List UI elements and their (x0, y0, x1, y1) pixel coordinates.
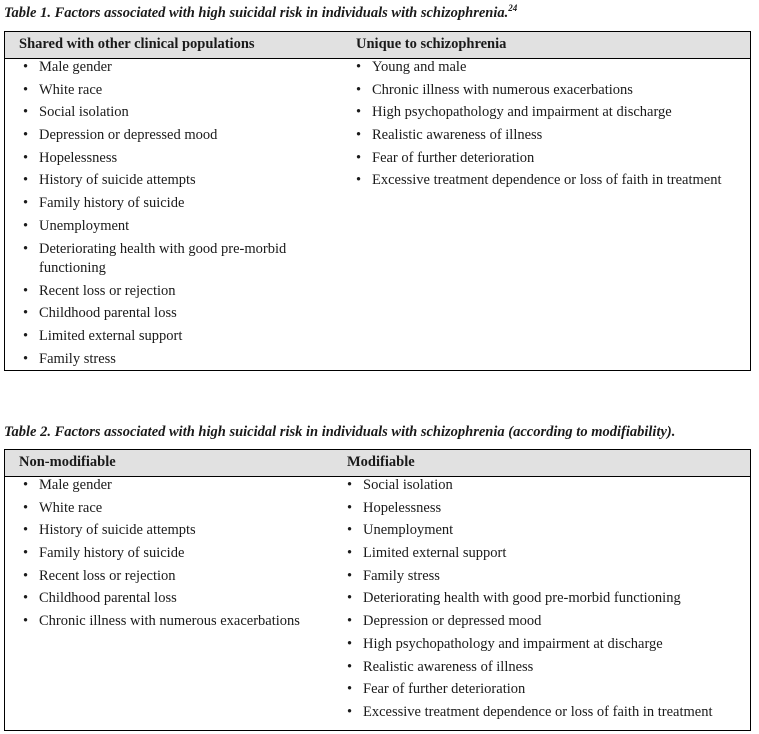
list-item (347, 567, 747, 587)
bullet-icon: • (23, 328, 29, 345)
list-item (23, 612, 341, 632)
bullet-icon: • (347, 703, 353, 720)
table2-caption-text: Table 2. Factors associated with high suicidal risk in individuals with schizophrenia (according to modifiability). (4, 424, 676, 440)
list-item-text: Family stress (363, 567, 440, 584)
table1-col1-header: Shared with other clinical populations (19, 36, 255, 52)
list-item-text: Social isolation (363, 477, 453, 493)
bullet-icon: • (23, 499, 29, 516)
table2-col1-list (23, 476, 341, 632)
list-item (347, 635, 747, 655)
bullet-icon: • (347, 613, 353, 630)
list-item (23, 81, 341, 101)
list-item-text: Hopelessness (363, 499, 442, 516)
list-item-text: Unemployment (363, 522, 454, 539)
table2 (4, 449, 751, 731)
table1-caption-text: Table 1. Factors associated with high suicidal risk in individuals with schizophrenia. (4, 5, 509, 21)
list-item-text: High psychopathology and impairment at discharge (372, 104, 672, 121)
table2-col2-header: Modifiable (347, 454, 415, 470)
list-item-text: Unemployment (39, 217, 130, 234)
bullet-icon: • (23, 282, 29, 299)
list-item-text: Realistic awareness of illness (363, 658, 534, 675)
list-item (347, 703, 747, 723)
list-item (347, 476, 747, 496)
list-item-text: Young and male (372, 59, 467, 75)
bullet-icon: • (23, 240, 29, 257)
list-item-text: Male gender (39, 59, 112, 75)
list-item-text: White race (39, 499, 103, 516)
bullet-icon: • (23, 81, 29, 98)
table1-caption (4, 5, 517, 22)
list-item-text: White race (39, 81, 103, 98)
bullet-icon: • (356, 81, 362, 98)
bullet-icon: • (23, 305, 29, 322)
list-item (23, 58, 341, 78)
list-item (347, 499, 747, 519)
bullet-icon: • (23, 195, 29, 212)
list-item (347, 612, 747, 632)
table1-col2 (356, 58, 748, 194)
bullet-icon: • (23, 522, 29, 539)
list-item (23, 521, 341, 541)
bullet-icon: • (347, 635, 353, 652)
bullet-icon: • (23, 590, 29, 607)
table1 (4, 31, 751, 371)
table2-col2 (347, 476, 747, 726)
list-item (23, 149, 341, 169)
list-item (23, 194, 341, 214)
list-item (23, 544, 341, 564)
bullet-icon: • (23, 350, 29, 367)
list-item (23, 327, 341, 347)
list-item (347, 544, 747, 564)
list-item-text: Depression or depressed mood (363, 613, 542, 630)
list-item (23, 499, 341, 519)
bullet-icon: • (23, 149, 29, 166)
bullet-icon: • (347, 545, 353, 562)
list-item-text: Social isolation (39, 104, 129, 121)
bullet-icon: • (23, 613, 29, 630)
bullet-icon: • (23, 567, 29, 584)
list-item-text: Male gender (39, 477, 112, 493)
list-item-text: Limited external support (363, 545, 507, 562)
bullet-icon: • (23, 104, 29, 121)
bullet-icon: • (356, 127, 362, 144)
list-item-text: Chronic illness with numerous exacerbations (39, 613, 300, 630)
list-item (23, 350, 341, 370)
list-item-text: Excessive treatment dependence or loss of faith in treatment (372, 172, 722, 189)
bullet-icon: • (356, 149, 362, 166)
list-item (356, 171, 748, 191)
list-item-text: Family history of suicide (39, 195, 185, 212)
list-item-text: Recent loss or rejection (39, 282, 176, 299)
bullet-icon: • (347, 590, 353, 607)
list-item-text: Recent loss or rejection (39, 567, 176, 584)
bullet-icon: • (347, 522, 353, 539)
table1-col2-list (356, 58, 748, 191)
bullet-icon: • (23, 59, 29, 75)
list-item (23, 567, 341, 587)
list-item-text: Limited external support (39, 328, 183, 345)
list-item (356, 126, 748, 146)
list-item (23, 589, 341, 609)
list-item (23, 171, 341, 191)
list-item-text: Deteriorating health with good pre-morbid functioning (363, 590, 681, 607)
bullet-icon: • (23, 217, 29, 234)
list-item-text: Family history of suicide (39, 545, 185, 562)
bullet-icon: • (347, 499, 353, 516)
list-item-text: Excessive treatment dependence or loss of faith in treatment (363, 703, 713, 720)
bullet-icon: • (356, 104, 362, 121)
list-item (347, 658, 747, 678)
list-item (23, 282, 341, 302)
list-item-text: Hopelessness (39, 149, 118, 166)
bullet-icon: • (356, 59, 362, 75)
list-item (23, 103, 341, 123)
list-item (23, 240, 341, 279)
list-item-text: High psychopathology and impairment at discharge (363, 635, 663, 652)
list-item-text: History of suicide attempts (39, 522, 196, 539)
table1-header-row (5, 32, 750, 59)
table2-col1 (23, 476, 341, 635)
list-item (356, 149, 748, 169)
table2-caption (4, 424, 675, 441)
list-item-text: Depression or depressed mood (39, 127, 218, 144)
list-item-text: Childhood parental loss (39, 305, 177, 322)
bullet-icon: • (347, 658, 353, 675)
list-item (356, 58, 748, 78)
list-item-text: History of suicide attempts (39, 172, 196, 189)
list-item-text: Fear of further deterioration (372, 149, 535, 166)
bullet-icon: • (23, 477, 29, 493)
table1-caption-reference: 24 (508, 3, 518, 14)
table2-col2-list (347, 476, 747, 722)
list-item (356, 81, 748, 101)
list-item-text: Fear of further deterioration (363, 681, 526, 698)
list-item-text: Childhood parental loss (39, 590, 177, 607)
bullet-icon: • (23, 545, 29, 562)
table1-col2-header: Unique to schizophrenia (356, 36, 507, 52)
list-item (23, 304, 341, 324)
list-item (347, 589, 747, 609)
list-item-text: Deteriorating health with good pre-morbid functioning (39, 240, 287, 276)
bullet-icon: • (23, 127, 29, 144)
list-item (347, 521, 747, 541)
bullet-icon: • (347, 567, 353, 584)
bullet-icon: • (356, 172, 362, 189)
list-item (347, 680, 747, 700)
list-item (23, 126, 341, 146)
table1-col1 (23, 58, 341, 372)
table2-col1-header: Non-modifiable (19, 454, 116, 470)
table2-header-row (5, 450, 750, 477)
list-item (356, 103, 748, 123)
list-item-text: Chronic illness with numerous exacerbations (372, 81, 633, 98)
bullet-icon: • (347, 681, 353, 698)
list-item-text: Family stress (39, 350, 116, 367)
bullet-icon: • (347, 477, 353, 493)
list-item-text: Realistic awareness of illness (372, 127, 543, 144)
table1-col1-list (23, 58, 341, 369)
bullet-icon: • (23, 172, 29, 189)
list-item (23, 476, 341, 496)
list-item (23, 217, 341, 237)
